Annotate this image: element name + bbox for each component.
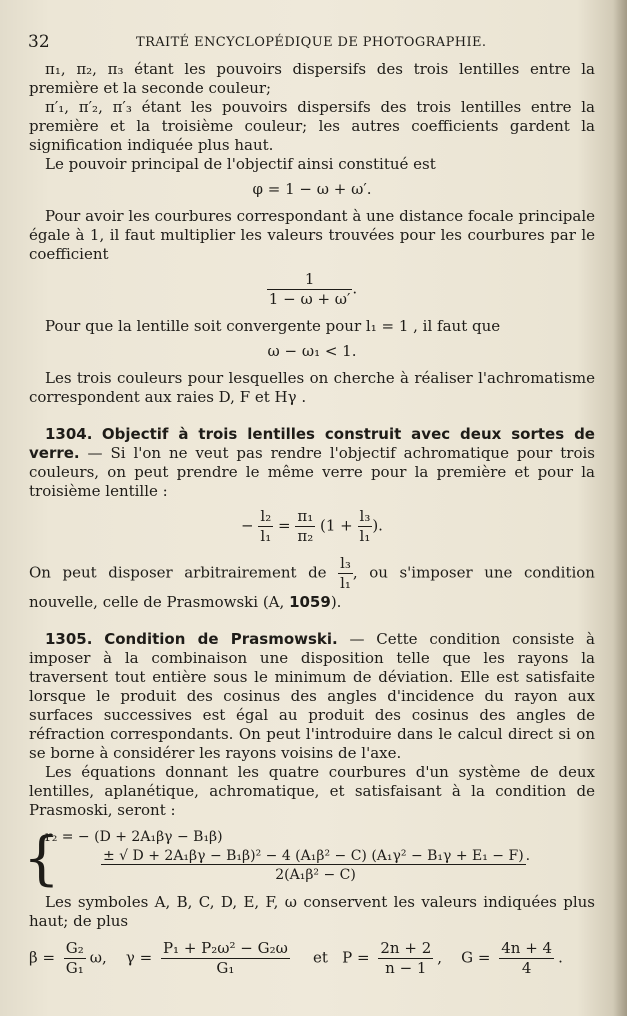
equation-principal-power: φ = 1 − ω + ω′.: [252, 180, 372, 198]
fraction-beta: $\frac{\text{G₂}}{\text{G₁}}$: [65, 939, 84, 977]
fraction-gamma: $\frac{\text{P₁ + P₂ω² − G₂ω}}{\text{G₁}}$: [162, 939, 288, 977]
equation-r2-line: r₂ = − (D + 2A₁βγ − B₁β): [45, 829, 223, 845]
running-title: TRAITÉ ENCYCLOPÉDIQUE DE PHOTOGRAPHIE.: [136, 35, 487, 50]
fraction-l3-l1: $\frac{\text{l₃}}{\text{l₁}}$: [359, 507, 371, 545]
paragraph-symbols: Les symboles A, B, C, D, E, F, ω conservent les valeurs indiquées plus haut; de plus: [29, 893, 595, 930]
page-edge-shadow: [613, 0, 627, 1016]
paragraph-focal-distance: Pour avoir les courbures correspondant à une distance focale principale égale à 1, il faut multiplier les valeurs trouvées pour les courbures par le coefficient: [29, 207, 595, 263]
page-content: [23, 60, 595, 978]
section-1305-number: 1305.: [45, 630, 93, 648]
equation-1304: − $\frac{\text{l₂}}{\text{l₁}}$ = $\frac{\text{π₁}}{\text{π₂}}$ (1 + $\frac{\text{l₃}}{\text{l₁}}$ ).: [241, 507, 383, 545]
page-header: [28, 32, 597, 52]
section-1304: [29, 425, 595, 501]
page-number: 32: [28, 32, 50, 52]
paragraph-convergent: Pour que la lentille soit convergente pour l₁ = 1 , il faut que: [45, 317, 501, 335]
paragraph-dispersive-1: π₁, π₂, π₃ étant les pouvoirs dispersifs des trois lentilles entre la première et la seconde couleur;: [29, 60, 595, 97]
paragraph-three-colors: Les trois couleurs pour lesquelles on cherche à réaliser l'achromatisme correspondent aux raies D, F et Hγ .: [29, 369, 595, 406]
fraction-G: $\frac{4n + 4}{4}$: [501, 939, 553, 977]
section-1305: [29, 630, 595, 763]
section-1304-number: 1304.: [45, 425, 93, 443]
equation-curvature-r2: [23, 824, 595, 892]
paragraph-four-curvatures: Les équations donnant les quatre courbures d'un système de deux lentilles, aplanétique, achromatique, et satisfaisant à la condition de Prasmoski, seront :: [29, 763, 595, 819]
fraction-discriminant: ± √ D + 2A₁βγ − B₁β)² − 4 (A₁β² − C) (A₁γ² − B₁γ + E₁ − F) . 2(A₁β² − C): [103, 848, 531, 883]
section-1304-title: Objectif à trois lentilles construit avec deux sortes de verre.: [29, 425, 595, 462]
equation-convergence: ω − ω₁ < 1.: [267, 342, 357, 360]
paragraph-principal-power: Le pouvoir principal de l'objectif ainsi constitué est: [45, 155, 436, 173]
paragraph-prasmowski-choice: On peut disposer arbitrairement de $\frac{\text{l₃}}{\text{l₁}}$ , ou s'imposer une condition nouvelle, celle de Prasmowski (A, 1059).: [29, 554, 595, 611]
fraction-l2-l1: $\frac{\text{l₂}}{\text{l₁}}$: [260, 507, 272, 545]
fraction-coefficient: $\frac{1}{1 - \omega + \omega'}$: [268, 270, 351, 308]
equation-brace: {: [23, 824, 60, 892]
fraction-pi1-pi2: $\frac{\text{π₁}}{\text{π₂}}$: [297, 507, 314, 545]
reference-1059: 1059: [289, 593, 331, 611]
fraction-l3-l1-inline: $\frac{\text{l₃}}{\text{l₁}}$: [340, 554, 351, 592]
fraction-P: $\frac{2n + 2}{n - 1}$: [380, 939, 432, 977]
section-1305-title: Condition de Prasmowski.: [104, 630, 338, 648]
paragraph-dispersive-2: π′₁, π′₂, π′₃ étant les pouvoirs dispersifs des trois lentilles entre la première et la troisième couleur; les autres coefficients gardent la signification indiquée plus haut.: [29, 98, 595, 154]
equation-definitions: β = $\frac{\text{G₂}}{\text{G₁}}$ ω, γ = $\frac{\text{P₁ + P₂ω² − G₂ω}}{\text{G₁}}$ et P = $\frac{2n + 2}{n - 1}$ , G = $\frac{4n + 4}{4}$ .: [29, 939, 563, 977]
equation-coefficient: $\frac{1}{1 - \omega + \omega'}$ .: [268, 270, 358, 308]
section-1304-text: — Si l'on ne veut pas rendre l'objectif achromatique pour trois couleurs, on peut prendre le même verre pour la première et pour la troisième lentille :: [29, 444, 595, 500]
section-1305-text: — Cette condition consiste à imposer à la combinaison une disposition telle que les rayons la traversent tout entière sous le minimum de déviation. Elle est satisfaite lorsque le produit des cosinus des angles d'incidence du rayon aux surfaces successives est égal au produit des cosinus des angles de réfraction correspondants. On peut l'introduire dans le calcul direct si on se borne à considérer les rayons voisins de l'axe.: [29, 630, 595, 762]
